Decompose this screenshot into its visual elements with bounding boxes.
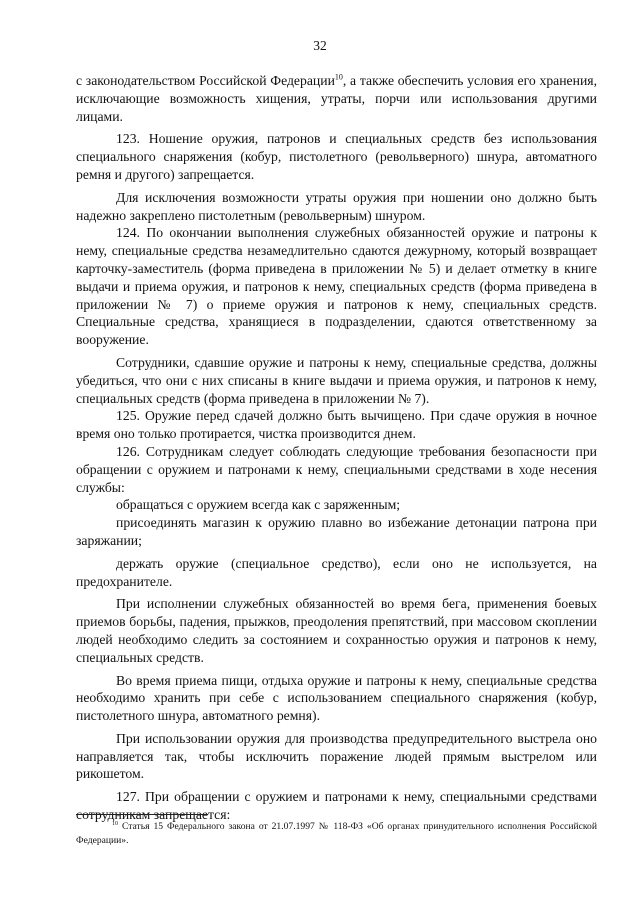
paragraph-126-running: При исполнении служебных обязанностей во время бега, применения боевых приемов борьбы, падения, прыжков, преодоления препятствий, при массовом скоплении людей необходимо следить за состоянием и сохранностью оружия и патронов к нему, специальных средств.	[76, 596, 597, 665]
footnote-number: 10	[112, 820, 118, 827]
paragraph-126-warning-shot: При использовании оружия для производства предупредительного выстрела оно направляется так, чтобы исключить поражение людей прямым выстрелом или рикошетом.	[76, 730, 597, 782]
paragraph-126: 126. Сотрудникам следует соблюдать следующие требования безопасности при обращении с оружием и патронами к нему, специальными средствами в ходе несения службы:	[76, 443, 597, 495]
footnote	[76, 820, 597, 847]
paragraph-124-note: Сотрудники, сдавшие оружие и патроны к нему, специальные средства, должны убедиться, что они с них списаны в книге выдачи и приема оружия, и патронов к нему, специальных средств (форма приведена в приложении № 7).	[76, 354, 597, 406]
paragraph-127: 127. При обращении с оружием и патронами к нему, специальными средствами сотрудникам запрещается:	[76, 789, 597, 823]
requirement-item: держать оружие (специальное средство), если оно не используется, на предохранителе.	[76, 555, 597, 589]
requirement-item: обращаться с оружием всегда как с заряженным;	[116, 497, 401, 513]
paragraph-125: 125. Оружие перед сдачей должно быть вычищено. При сдаче оружия в ночное время оно только протирается, чистка производится днем.	[76, 408, 597, 442]
paragraph-123: 123. Ношение оружия, патронов и специальных средств без использования специального снаряжения (кобур, пистолетного (револьверного) шнура, автоматного ремня и другого) запрещается.	[76, 131, 597, 182]
paragraph-124: 124. По окончании выполнения служебных обязанностей оружие и патроны к нему, специальные средства незамедлительно сдаются дежурному, который возвращает карточку-заместитель (форма приведена в приложении № 5) и делает отметку в книге выдачи и приема оружия, и патронов к нему, специальных средств (форма приведена в приложении № 7) о приеме оружия и патронов к нему, специальных средств. Специальные средства, хранящиеся в подразделении, сдаются ответственному за вооружение.	[76, 225, 597, 348]
paragraph-continuation	[76, 72, 597, 125]
footnote-text: Статья 15 Федерального закона от 21.07.1997 № 118-ФЗ «Об органах принудительного исполнения Российской Федерации».	[76, 821, 597, 846]
footnote-reference: 10	[334, 72, 343, 82]
document-body	[76, 72, 597, 824]
paragraph-text: , а также обеспечить условия его хранения, исключающие возможность хищения, утраты, порчи или использования другими лицами.	[76, 73, 598, 124]
paragraph-126-meal: Во время приема пищи, отдыха оружие и патроны к нему, специальные средства необходимо хранить при себе с использованием специального снаряжения (кобур, пистолетного шнура, автоматного ремня).	[76, 672, 597, 724]
paragraph-text: с законодательством Российской Федерации	[76, 73, 335, 88]
paragraph-123-note: Для исключения возможности утраты оружия при ношении оно должно быть надежно закреплено пистолетным (револьверным) шнуром.	[76, 189, 597, 223]
requirement-item: присоединять магазин к оружию плавно во избежание детонации патрона при заряжании;	[76, 515, 597, 548]
footnote-separator	[76, 814, 208, 815]
page-number: 32	[313, 38, 327, 53]
